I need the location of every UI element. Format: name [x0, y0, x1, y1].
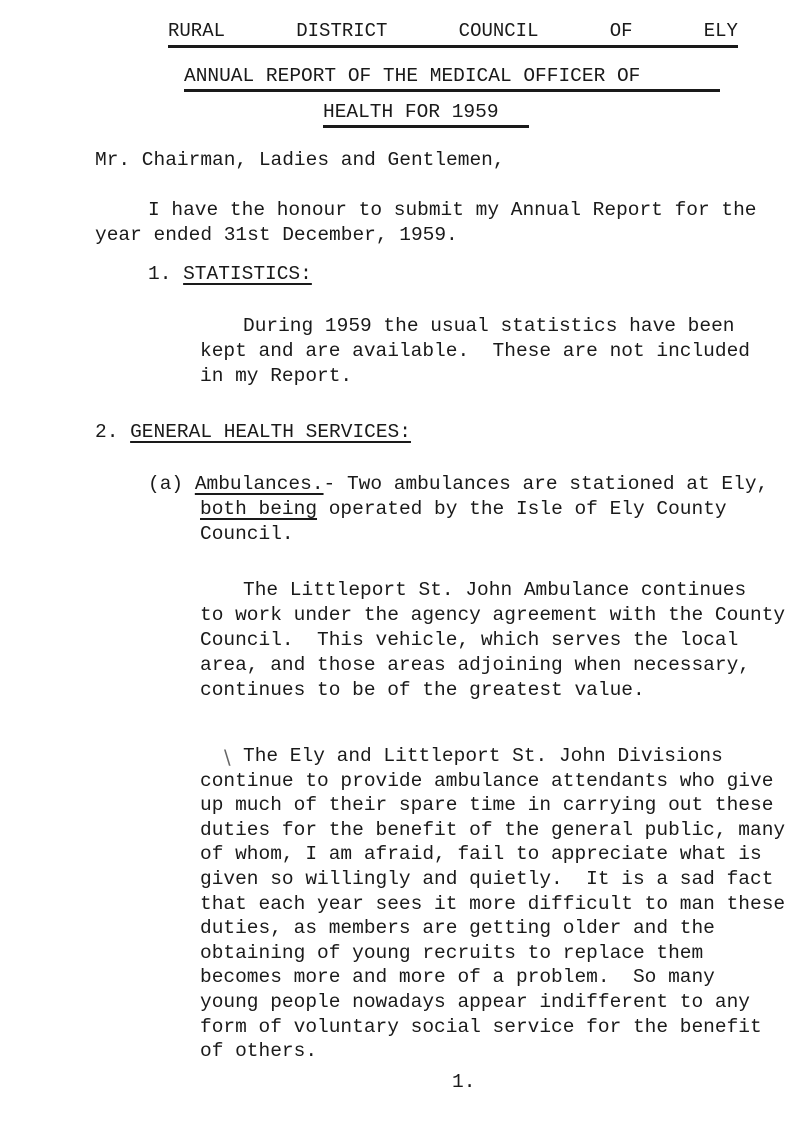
subsection-heading: Ambulances. [194, 473, 324, 495]
title-word: RURAL [168, 20, 226, 42]
paragraph-3-line: young people nowadays appear indifferent to any [200, 991, 750, 1013]
intro-line-1: I have the honour to submit my Annual Report for the [148, 199, 757, 221]
paragraph-2-line: area, and those areas adjoining when necessary, [200, 654, 750, 676]
paragraph-3-line: continue to provide ambulance attendants who give [200, 770, 774, 792]
paragraph-3-line: duties for the benefit of the general public, many [200, 819, 786, 841]
title-word: OF [609, 20, 633, 42]
title-word: ELY [703, 20, 738, 42]
paragraph-3-line: that each year sees it more difficult to man these [200, 893, 786, 915]
paragraph-2-line: The Littleport St. John Ambulance continues [243, 579, 747, 601]
title-word: COUNCIL [458, 20, 539, 42]
section-1-text: in my Report. [200, 365, 353, 387]
subsection-text: - Two ambulances are stationed at Ely, [323, 473, 769, 495]
council-title [168, 20, 738, 42]
section-number: 1. [148, 263, 172, 285]
subsection-a-line-3: Council. [200, 523, 294, 545]
paragraph-3-line: form of voluntary social service for the benefit [200, 1016, 762, 1038]
paragraph-3-line: The Ely and Littleport St. John Divisions [243, 745, 723, 767]
paragraph-3-line: becomes more and more of a problem. So many [200, 966, 715, 988]
paragraph-2-line: Council. This vehicle, which serves the local [200, 629, 739, 651]
salutation: Mr. Chairman, Ladies and Gentlemen, [95, 149, 505, 171]
report-subtitle-line1: ANNUAL REPORT OF THE MEDICAL OFFICER OF [184, 65, 641, 87]
subtitle-underline-1 [184, 89, 720, 92]
section-1-text: During 1959 the usual statistics have been [243, 315, 735, 337]
subsection-a-line-1 [148, 472, 768, 496]
paragraph-2-line: to work under the agency agreement with the County [200, 604, 786, 626]
subtitle-underline-2 [323, 125, 529, 128]
paragraph-3-line: up much of their spare time in carrying out these [200, 794, 774, 816]
title-underline [168, 45, 738, 48]
report-subtitle-line2: HEALTH FOR 1959 [323, 101, 499, 123]
intro-line-2: year ended 31st December, 1959. [95, 224, 458, 246]
title-word: DISTRICT [296, 20, 388, 42]
section-2-heading [95, 420, 411, 444]
paragraph-3-line: of whom, I am afraid, fail to appreciate what is [200, 843, 762, 865]
margin-mark: \ [224, 746, 231, 769]
section-title: STATISTICS: [183, 263, 312, 285]
page-number: 1. [452, 1071, 476, 1093]
paragraph-3-line: duties, as members are getting older and the [200, 917, 715, 939]
paragraph-3-line: obtaining of young recruits to replace them [200, 942, 704, 964]
section-number: 2. [95, 421, 119, 443]
subsection-a-line-2 [200, 497, 727, 521]
section-1-text: kept and are available. These are not included [200, 340, 750, 362]
paragraph-3-line: of others. [200, 1040, 318, 1062]
paragraph-3-line: given so willingly and quietly. It is a sad fact [200, 868, 774, 890]
paragraph-2-line: continues to be of the greatest value. [200, 679, 645, 701]
subsection-label: (a) [148, 473, 184, 495]
underlined-phrase: both being [200, 498, 318, 520]
subsection-text: operated by the Isle of Ely County [317, 498, 727, 520]
section-1-heading [148, 262, 312, 286]
section-title: GENERAL HEALTH SERVICES: [130, 421, 411, 443]
